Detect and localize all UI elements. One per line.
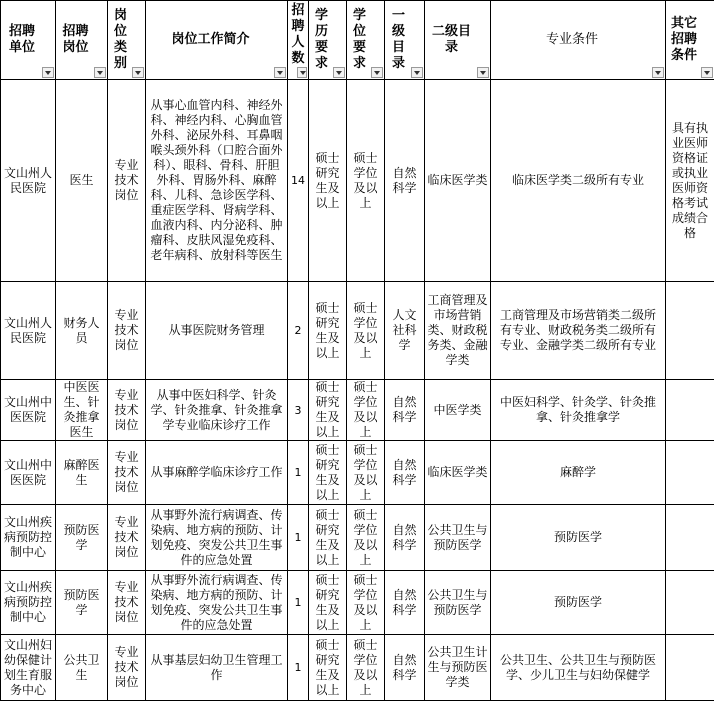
cell-post: 医生 bbox=[56, 80, 108, 282]
cell-level2: 工商管理及市场营销类、财政税务类、金融学类 bbox=[425, 282, 491, 380]
cell-education: 硕士研究生及以上 bbox=[309, 282, 347, 380]
header-other: 其它招聘条件 bbox=[666, 1, 714, 80]
cell-level2: 公共卫生与预防医学 bbox=[425, 505, 491, 571]
table-row bbox=[1, 571, 714, 635]
cell-post: 麻醉医生 bbox=[56, 441, 108, 505]
cell-post: 中医医生、针灸推拿医生 bbox=[56, 380, 108, 441]
cell-education: 硕士研究生及以上 bbox=[309, 380, 347, 441]
cell-level1: 自然科学 bbox=[385, 80, 425, 282]
cell-other bbox=[666, 282, 714, 380]
table-row bbox=[1, 282, 714, 380]
cell-level2: 临床医学类 bbox=[425, 80, 491, 282]
header-category: 岗位类别 bbox=[108, 1, 146, 80]
cell-degree: 硕士学位及以上 bbox=[347, 571, 385, 635]
cell-duty: 从事麻醉学临床诊疗工作 bbox=[146, 441, 288, 505]
cell-duty: 从事医院财务管理 bbox=[146, 282, 288, 380]
header-education: 学历要求 bbox=[309, 1, 347, 80]
table-row bbox=[1, 441, 714, 505]
cell-other: 具有执业医师资格证或执业医师资格考试成绩合格 bbox=[666, 80, 714, 282]
cell-unit: 文山州疾病预防控制中心 bbox=[1, 505, 56, 571]
table-row bbox=[1, 80, 714, 282]
table-row bbox=[1, 505, 714, 571]
cell-major: 预防医学 bbox=[491, 571, 666, 635]
cell-count: 1 bbox=[288, 505, 309, 571]
filter-dropdown-button[interactable] bbox=[652, 67, 664, 78]
header-count: 招聘人数 bbox=[288, 1, 309, 80]
cell-category: 专业技术岗位 bbox=[108, 505, 146, 571]
cell-other bbox=[666, 441, 714, 505]
cell-count: 1 bbox=[288, 635, 309, 701]
cell-unit: 文山州中医医院 bbox=[1, 441, 56, 505]
cell-category: 专业技术岗位 bbox=[108, 571, 146, 635]
cell-count: 2 bbox=[288, 282, 309, 380]
cell-major: 中医妇科学、针灸学、针灸推拿、针灸推拿学 bbox=[491, 380, 666, 441]
cell-other bbox=[666, 505, 714, 571]
cell-education: 硕士研究生及以上 bbox=[309, 441, 347, 505]
cell-other bbox=[666, 571, 714, 635]
cell-degree: 硕士学位及以上 bbox=[347, 505, 385, 571]
cell-major: 公共卫生、公共卫生与预防医学、少儿卫生与妇幼保健学 bbox=[491, 635, 666, 701]
header-level1: 一级目录 bbox=[385, 1, 425, 80]
header-degree: 学位要求 bbox=[347, 1, 385, 80]
cell-level2: 公共卫生与预防医学 bbox=[425, 571, 491, 635]
cell-major: 工商管理及市场营销类二级所有专业、财政税务类二级所有专业、金融学类二级所有专业 bbox=[491, 282, 666, 380]
cell-major: 预防医学 bbox=[491, 505, 666, 571]
cell-degree: 硕士学位及以上 bbox=[347, 80, 385, 282]
cell-count: 14 bbox=[288, 80, 309, 282]
header-level2: 二级目录 bbox=[425, 1, 491, 80]
cell-level2: 公共卫生计生与预防医学类 bbox=[425, 635, 491, 701]
table-row bbox=[1, 380, 714, 441]
filter-dropdown-button[interactable] bbox=[477, 67, 489, 78]
filter-dropdown-button[interactable] bbox=[297, 67, 307, 78]
cell-education: 硕士研究生及以上 bbox=[309, 505, 347, 571]
cell-count: 3 bbox=[288, 380, 309, 441]
header-duty: 岗位工作简介 bbox=[146, 1, 288, 80]
cell-count: 1 bbox=[288, 441, 309, 505]
cell-unit: 文山州妇幼保健计划生育服务中心 bbox=[1, 635, 56, 701]
cell-category: 专业技术岗位 bbox=[108, 80, 146, 282]
cell-level1: 自然科学 bbox=[385, 635, 425, 701]
filter-dropdown-button[interactable] bbox=[132, 67, 144, 78]
table-row bbox=[1, 635, 714, 701]
cell-duty: 从事基层妇幼卫生管理工作 bbox=[146, 635, 288, 701]
filter-dropdown-button[interactable] bbox=[94, 67, 106, 78]
cell-other bbox=[666, 635, 714, 701]
cell-education: 硕士研究生及以上 bbox=[309, 571, 347, 635]
filter-dropdown-button[interactable] bbox=[42, 67, 54, 78]
cell-count: 1 bbox=[288, 571, 309, 635]
cell-post: 财务人员 bbox=[56, 282, 108, 380]
cell-level2: 中医学类 bbox=[425, 380, 491, 441]
filter-dropdown-button[interactable] bbox=[274, 67, 286, 78]
cell-degree: 硕士学位及以上 bbox=[347, 380, 385, 441]
cell-post: 公共卫生 bbox=[56, 635, 108, 701]
cell-unit: 文山州中医医院 bbox=[1, 380, 56, 441]
cell-category: 专业技术岗位 bbox=[108, 282, 146, 380]
cell-unit: 文山州疾病预防控制中心 bbox=[1, 571, 56, 635]
cell-duty: 从事野外流行病调查、传染病、地方病的预防、计划免疫、突发公共卫生事件的应急处置 bbox=[146, 505, 288, 571]
header-row bbox=[1, 1, 714, 80]
cell-education: 硕士研究生及以上 bbox=[309, 80, 347, 282]
cell-duty: 从事中医妇科学、针灸学、针灸推拿、针灸推拿学专业临床诊疗工作 bbox=[146, 380, 288, 441]
cell-level1: 自然科学 bbox=[385, 505, 425, 571]
cell-category: 专业技术岗位 bbox=[108, 380, 146, 441]
cell-post: 预防医学 bbox=[56, 505, 108, 571]
cell-duty: 从事野外流行病调查、传染病、地方病的预防、计划免疫、突发公共卫生事件的应急处置 bbox=[146, 571, 288, 635]
filter-dropdown-button[interactable] bbox=[701, 67, 713, 78]
cell-post: 预防医学 bbox=[56, 571, 108, 635]
cell-unit: 文山州人民医院 bbox=[1, 282, 56, 380]
header-major: 专业条件 bbox=[491, 1, 666, 80]
cell-degree: 硕士学位及以上 bbox=[347, 441, 385, 505]
cell-level1: 自然科学 bbox=[385, 380, 425, 441]
cell-level1: 自然科学 bbox=[385, 571, 425, 635]
cell-other bbox=[666, 380, 714, 441]
cell-level2: 临床医学类 bbox=[425, 441, 491, 505]
filter-dropdown-button[interactable] bbox=[371, 67, 383, 78]
cell-unit: 文山州人民医院 bbox=[1, 80, 56, 282]
cell-category: 专业技术岗位 bbox=[108, 635, 146, 701]
filter-dropdown-button[interactable] bbox=[411, 67, 423, 78]
header-post: 招聘岗位 bbox=[56, 1, 108, 80]
cell-level1: 人文社科学 bbox=[385, 282, 425, 380]
filter-dropdown-button[interactable] bbox=[333, 67, 345, 78]
cell-level1: 自然科学 bbox=[385, 441, 425, 505]
cell-degree: 硕士学位及以上 bbox=[347, 282, 385, 380]
cell-major: 麻醉学 bbox=[491, 441, 666, 505]
cell-major: 临床医学类二级所有专业 bbox=[491, 80, 666, 282]
cell-category: 专业技术岗位 bbox=[108, 441, 146, 505]
cell-degree: 硕士学位及以上 bbox=[347, 635, 385, 701]
header-unit: 招聘单位 bbox=[1, 1, 56, 80]
cell-education: 硕士研究生及以上 bbox=[309, 635, 347, 701]
cell-duty: 从事心血管内科、神经外科、神经内科、心胸血管外科、泌尿外科、耳鼻咽喉头颈外科（口腔合面外科）、眼科、骨科、肝胆外科、胃肠外科、麻醉科、儿科、急诊医学科、重症医学科、肾病学科、血液内科、内分泌科、肿瘤科、皮肤风湿免疫科、老年病科、放射科等医生 bbox=[146, 80, 288, 282]
